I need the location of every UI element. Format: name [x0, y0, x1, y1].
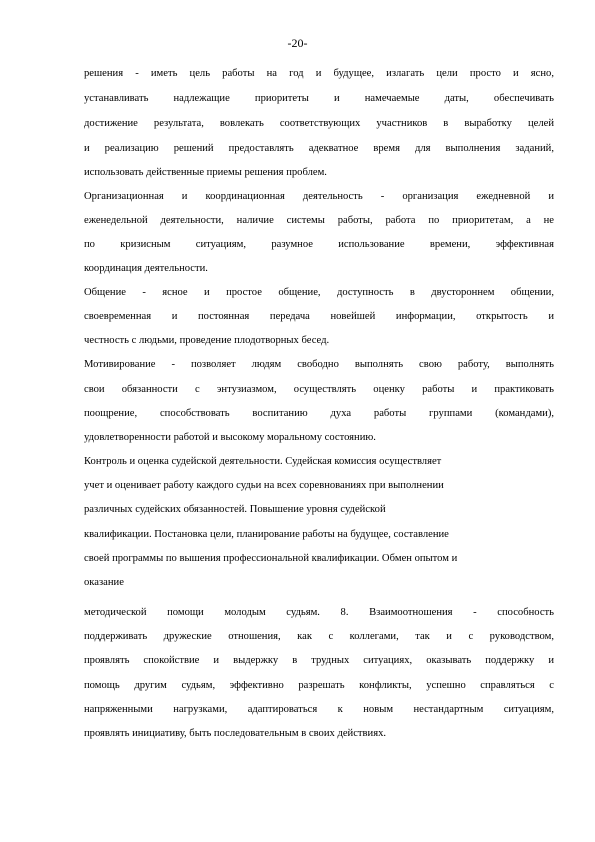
text-line: удовлетворенности работой и высокому моральному состоянию.: [84, 432, 376, 443]
text-line: по кризисным ситуациям, разумное использование времени, эффективная: [84, 239, 554, 250]
text-line: честность с людьми, проведение плодотворных бесед.: [84, 335, 330, 346]
text-line: устанавливать надлежащие приоритеты и намечаемые даты, обеспечивать: [84, 93, 554, 104]
text-line: использовать действенные приемы решения проблем.: [84, 167, 327, 178]
text-line: достижение результата, вовлекать соответствующих участников в выработку целей: [84, 118, 554, 129]
text-line: своевременная и постоянная передача новейшей информации, открытость и: [84, 311, 554, 322]
text-line: проявлять инициативу, быть последовательным в своих действиях.: [84, 728, 387, 739]
text-line: квалификации. Постановка цели, планирование работы на будущее, составление: [84, 529, 449, 540]
text-line: методической помощи молодым судьям. 8. Взаимоотношения - способность: [84, 607, 554, 618]
page-number: -20-: [287, 36, 308, 50]
text-line: напряженными нагрузками, адаптироваться к новым нестандартным ситуациям,: [84, 704, 554, 715]
text-line: учет и оценивает работу каждого судьи на всех соревнованиях при выполнении: [84, 480, 444, 491]
text-line: Организационная и координационная деятельность - организация ежедневной и: [84, 191, 554, 202]
text-line: свои обязанности с энтузиазмом, осуществлять оценку работы и практиковать: [84, 384, 554, 395]
text-line: и реализацию решений предоставлять адекватное время для выполнения заданий,: [84, 143, 554, 154]
text-line: различных судейских обязанностей. Повышение уровня судейской: [84, 504, 386, 515]
text-line: координация деятельности.: [84, 263, 208, 274]
text-line: своей программы по вышения профессиональной квалификации. Обмен опытом и: [84, 553, 458, 564]
text-line: проявлять спокойствие и выдержку в трудных ситуациях, оказывать поддержку и: [84, 655, 554, 666]
text-line: Общение - ясное и простое общение, доступность в двустороннем общении,: [84, 287, 554, 298]
text-line: помощь другим судьям, эффективно разрешать конфликты, успешно справляться с: [84, 680, 554, 691]
text-line: решения - иметь цель работы на год и будущее, излагать цели просто и ясно,: [84, 68, 554, 79]
text-line: Мотивирование - позволяет людям свободно выполнять свою работу, выполнять: [84, 359, 554, 370]
text-line: оказание: [84, 577, 124, 588]
text-line: Контроль и оценка судейской деятельности. Судейская комиссия осуществляет: [84, 456, 442, 467]
text-line: поддерживать дружеские отношения, как с коллегами, так и с руководством,: [84, 631, 554, 642]
text-line: еженедельной деятельности, наличие системы работы, работа по приоритетам, а не: [84, 215, 554, 226]
text-line: поощрение, способствовать воспитанию духа работы группами (командами),: [84, 408, 554, 419]
